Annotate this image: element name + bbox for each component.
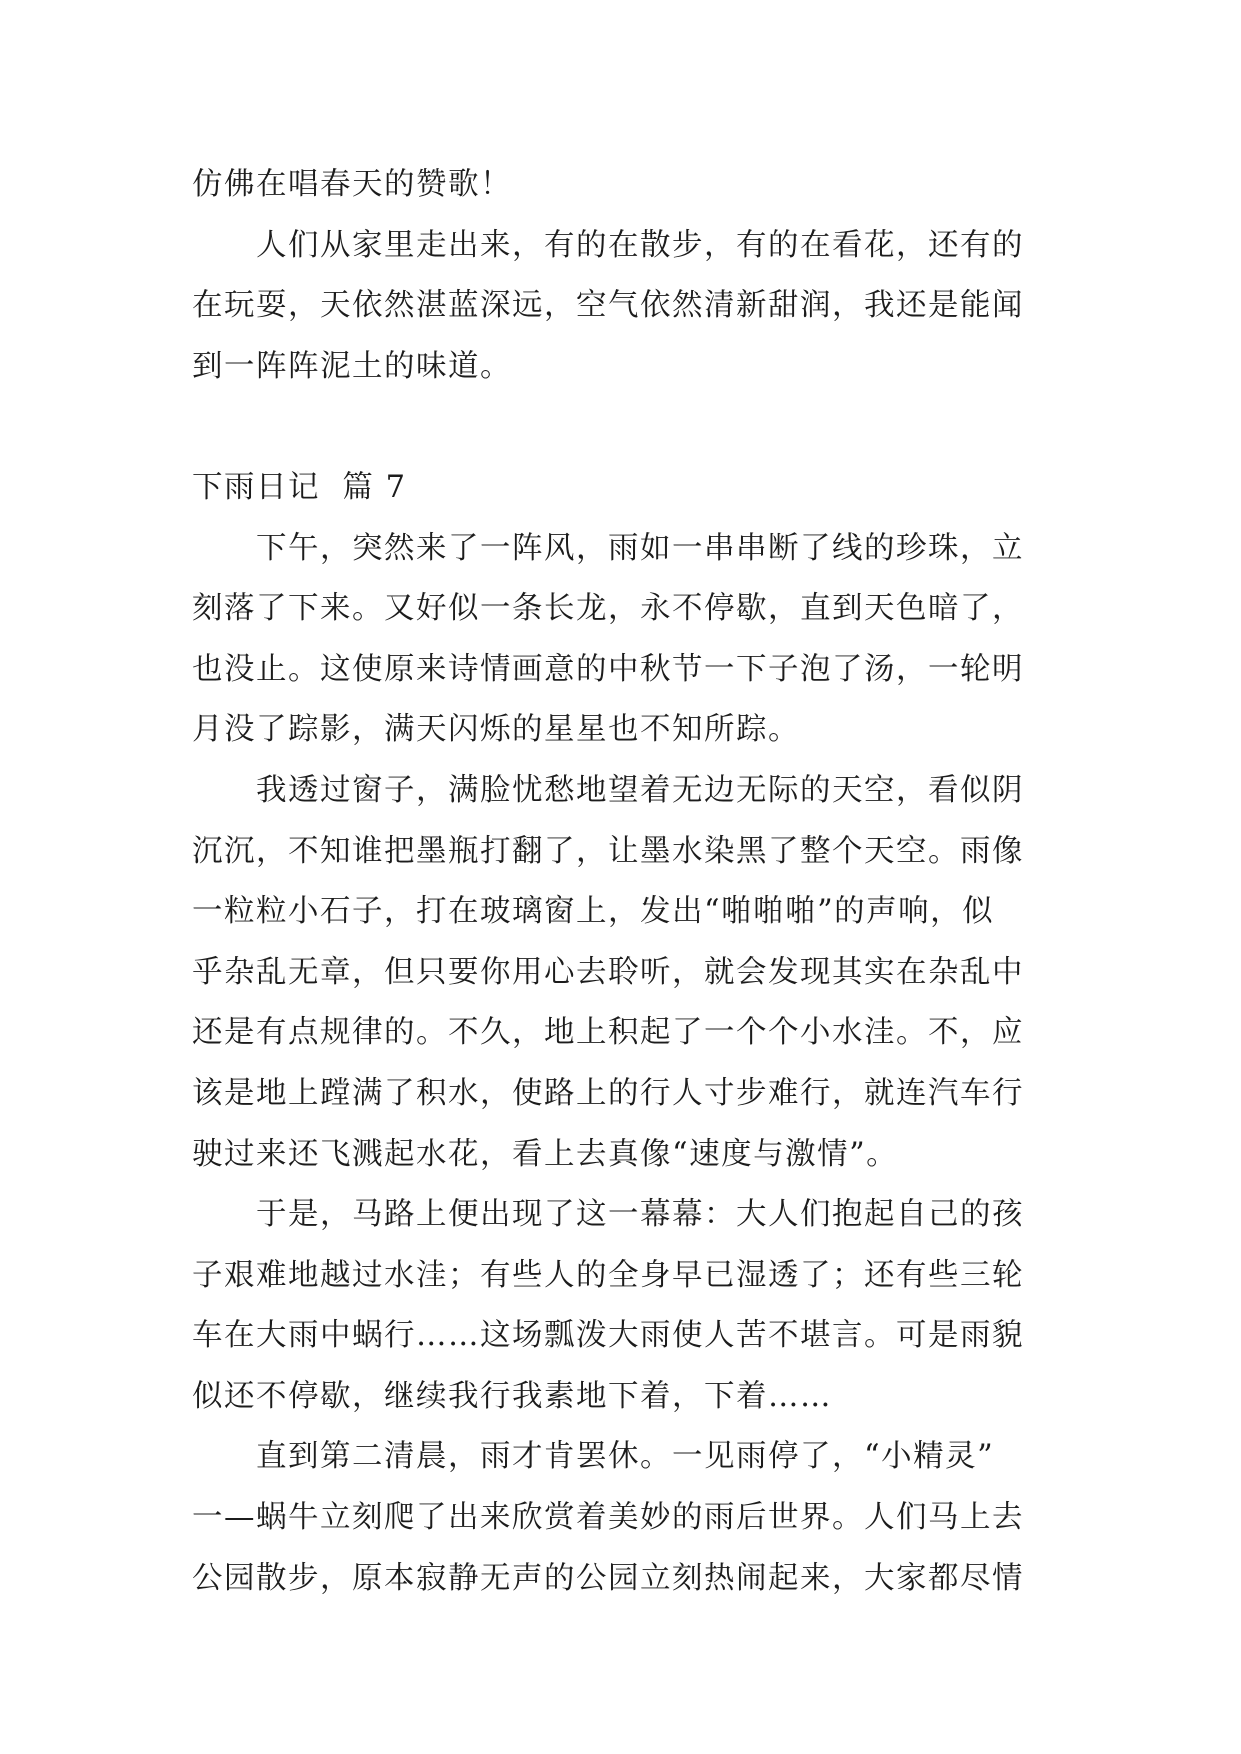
paragraph-start-line: 直到第二清晨，雨才肯罢休。一见雨停了，“小精灵” — [256, 1439, 995, 1475]
text-line: 沉沉，不知谁把墨瓶打翻了，让墨水染黑了整个天空。雨像 — [192, 833, 1024, 869]
text-line: 公园散步，原本寂静无声的公园立刻热闹起来，大家都尽情 — [192, 1560, 1024, 1596]
text-line: 似还不停歇，继续我行我素地下着，下着…… — [192, 1378, 832, 1414]
text-line: 乎杂乱无章，但只要你用心去聆听，就会发现其实在杂乱中 — [192, 954, 1024, 990]
text-line: 在玩耍，天依然湛蓝深远，空气依然清新甜润，我还是能闻 — [192, 288, 1024, 324]
text-line: 子艰难地越过水洼；有些人的全身早已湿透了；还有些三轮 — [192, 1257, 1024, 1293]
text-line: 到一阵阵泥土的味道。 — [192, 348, 512, 384]
text-line: 该是地上蹚满了积水，使路上的行人寸步难行，就连汽车行 — [192, 1075, 1024, 1111]
paragraph-start-line: 下午，突然来了一阵风，雨如一串串断了线的珍珠，立 — [256, 530, 1024, 566]
text-line: 还是有点规律的。不久，地上积起了一个个小水洼。不，应 — [192, 1015, 1024, 1051]
section-spacer — [192, 397, 1052, 458]
text-line: 刻落了下来。又好似一条长龙，永不停歇，直到天色暗了， — [192, 591, 1024, 627]
paragraph-start-line: 人们从家里走出来，有的在散步，有的在看花，还有的 — [256, 227, 1024, 263]
text-line: 驶过来还飞溅起水花，看上去真像“速度与激情”。 — [192, 1136, 899, 1172]
text-line: 仿佛在唱春天的赞歌！ — [192, 167, 512, 202]
document-body — [192, 155, 1052, 1609]
section-heading: 下雨日记 篇 7 — [192, 469, 407, 505]
paragraph-start-line: 我透过窗子，满脸忧愁地望着无边无际的天空，看似阴 — [256, 772, 1024, 808]
text-line: 月没了踪影，满天闪烁的星星也不知所踪。 — [192, 712, 800, 748]
text-line: 也没止。这使原来诗情画意的中秋节一下子泡了汤，一轮明 — [192, 651, 1024, 687]
text-line: 一—蜗牛立刻爬了出来欣赏着美妙的雨后世界。人们马上去 — [192, 1500, 1024, 1536]
text-line: 一粒粒小石子，打在玻璃窗上，发出“啪啪啪”的声响，似 — [192, 894, 995, 930]
text-line: 车在大雨中蜗行……这场瓢泼大雨使人苦不堪言。可是雨貌 — [192, 1318, 1024, 1354]
paragraph-start-line: 于是，马路上便出现了这一幕幕：大人们抱起自己的孩 — [256, 1197, 1024, 1233]
